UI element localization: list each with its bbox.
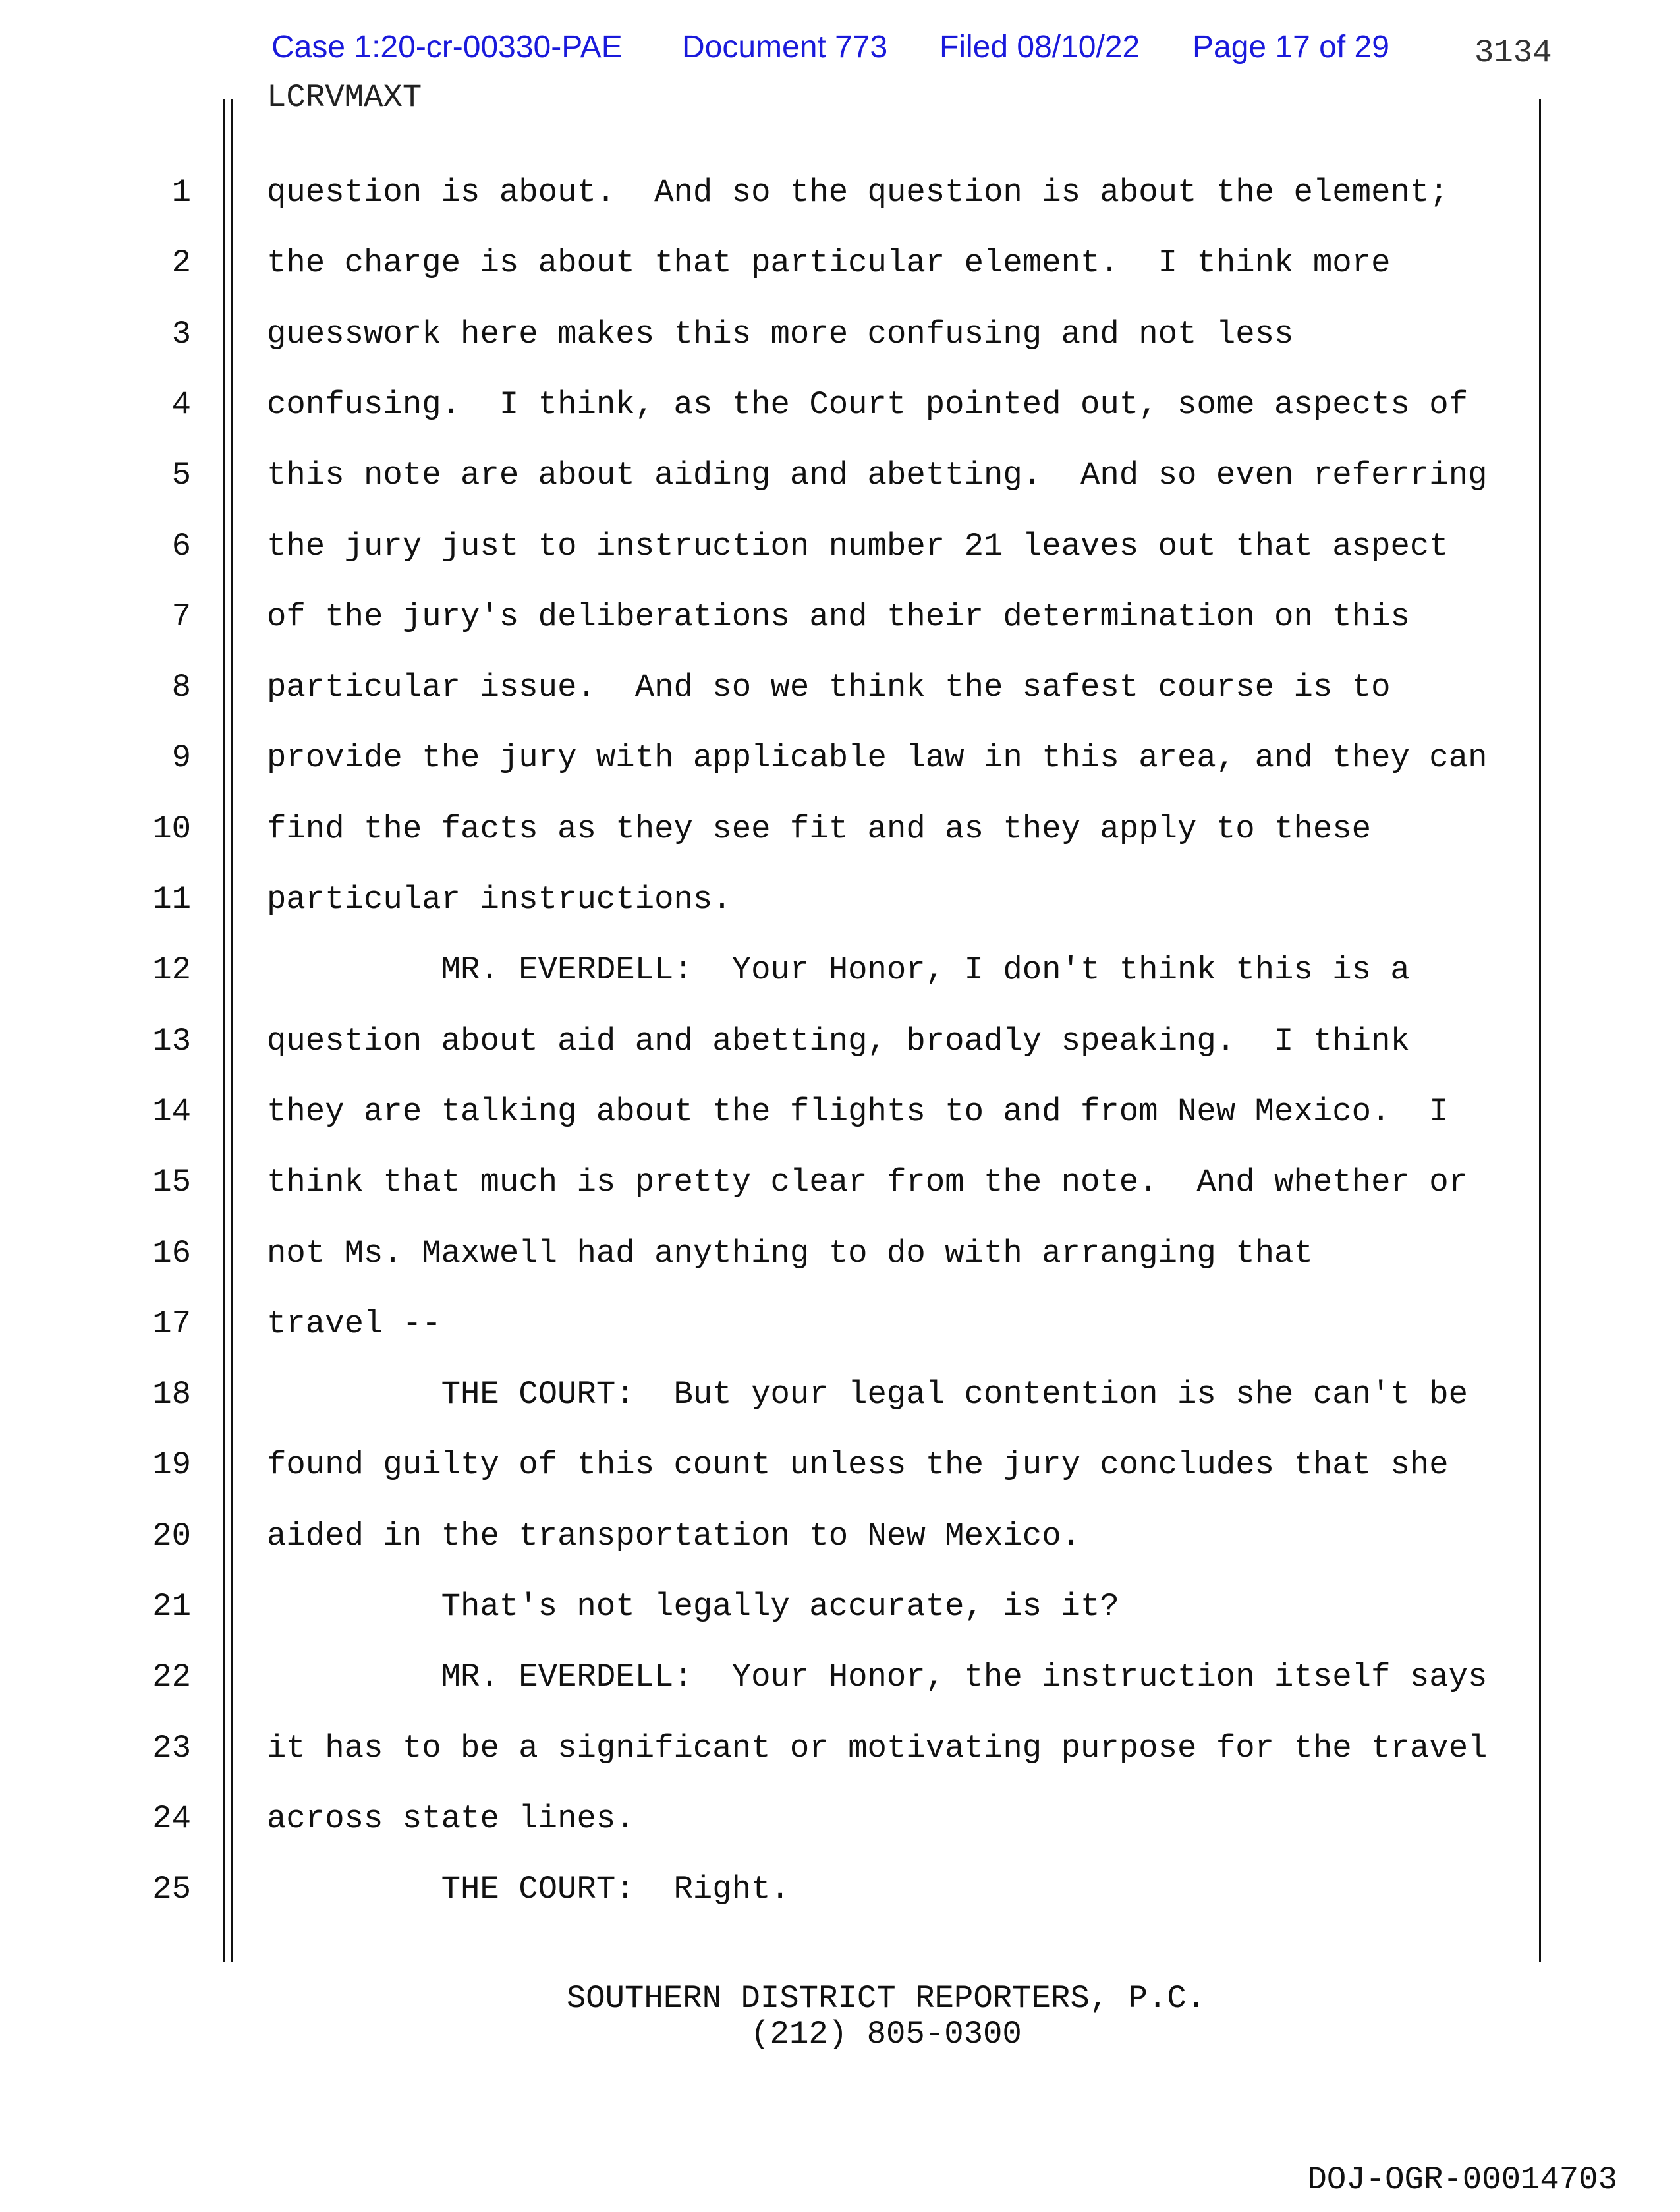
transcript-line: across state lines.: [267, 1800, 635, 1837]
line-number: 17: [152, 1305, 191, 1342]
line-number: 4: [171, 385, 191, 423]
line-number: 20: [152, 1517, 191, 1554]
bates-number: DOJ-OGR-00014703: [1307, 2161, 1617, 2198]
filed-date: Filed 08/10/22: [939, 30, 1140, 65]
line-number: 10: [152, 810, 191, 847]
line-number: 9: [171, 739, 191, 777]
right-margin-line: [1539, 99, 1541, 1962]
transcript-line: particular issue. And so we think the safest course is to: [267, 669, 1391, 706]
transcript-line: aided in the transportation to New Mexico.: [267, 1517, 1081, 1554]
line-number: 1: [171, 174, 191, 211]
line-number: 25: [152, 1871, 191, 1908]
case-number: Case 1:20-cr-00330-PAE: [271, 30, 623, 65]
line-number: 3: [171, 315, 191, 353]
transcript-line: the jury just to instruction number 21 leaves out that aspect: [267, 527, 1449, 565]
transcript-line: question is about. And so the question is about the element;: [267, 174, 1449, 211]
line-number: 14: [152, 1092, 191, 1130]
line-number: 19: [152, 1446, 191, 1484]
line-number: 16: [152, 1234, 191, 1272]
left-margin-line-outer: [223, 99, 225, 1962]
transcript-line: it has to be a significant or motivating purpose for the travel: [267, 1729, 1488, 1767]
line-number: 13: [152, 1022, 191, 1060]
transcript-line: question about aid and abetting, broadly speaking. I think: [267, 1022, 1410, 1060]
transcript-line: travel --: [267, 1305, 441, 1342]
line-number: 2: [171, 244, 191, 282]
transcript-page-number: 3134: [1474, 34, 1552, 71]
line-number: 21: [152, 1588, 191, 1625]
left-margin-line-inner: [231, 99, 233, 1962]
line-number: 6: [171, 527, 191, 565]
transcript-line: guesswork here makes this more confusing and not less: [267, 315, 1294, 353]
reporter-phone: (212) 805-0300: [750, 2016, 1022, 2053]
transcript-line: THE COURT: But your legal contention is she can't be: [441, 1376, 1469, 1413]
transcript-line: confusing. I think, as the Court pointed out, some aspects of: [267, 385, 1469, 423]
line-number: 8: [171, 669, 191, 706]
transcript-code: LCRVMAXT: [267, 79, 422, 116]
document-number: Document 773: [682, 30, 888, 65]
transcript-line: not Ms. Maxwell had anything to do with arranging that: [267, 1234, 1313, 1272]
line-number: 18: [152, 1376, 191, 1413]
transcript-line: the charge is about that particular element. I think more: [267, 244, 1391, 282]
line-number: 24: [152, 1800, 191, 1837]
line-number: 5: [171, 457, 191, 494]
page-indicator: Page 17 of 29: [1192, 30, 1389, 65]
line-number: 23: [152, 1729, 191, 1767]
line-number: 15: [152, 1164, 191, 1201]
transcript-line: MR. EVERDELL: Your Honor, I don't think this is a: [441, 951, 1410, 989]
transcript-line: think that much is pretty clear from the note. And whether or: [267, 1164, 1469, 1201]
transcript-line: find the facts as they see fit and as they apply to these: [267, 810, 1372, 847]
transcript-line: provide the jury with applicable law in this area, and they can: [267, 739, 1488, 777]
transcript-line: That's not legally accurate, is it?: [441, 1588, 1119, 1625]
transcript-line: THE COURT: Right.: [441, 1871, 790, 1908]
transcript-line: this note are about aiding and abetting. And so even referring: [267, 457, 1488, 494]
reporter-name: SOUTHERN DISTRICT REPORTERS, P.C.: [566, 1980, 1206, 2017]
transcript-line: they are talking about the flights to and from New Mexico. I: [267, 1092, 1449, 1130]
transcript-line: of the jury's deliberations and their determination on this: [267, 598, 1410, 635]
transcript-line: found guilty of this count unless the jury concludes that she: [267, 1446, 1449, 1484]
line-number: 7: [171, 598, 191, 635]
line-number: 12: [152, 951, 191, 989]
line-number: 22: [152, 1659, 191, 1696]
transcript-line: particular instructions.: [267, 881, 732, 918]
line-number: 11: [152, 881, 191, 918]
transcript-line: MR. EVERDELL: Your Honor, the instruction itself says: [441, 1659, 1488, 1696]
